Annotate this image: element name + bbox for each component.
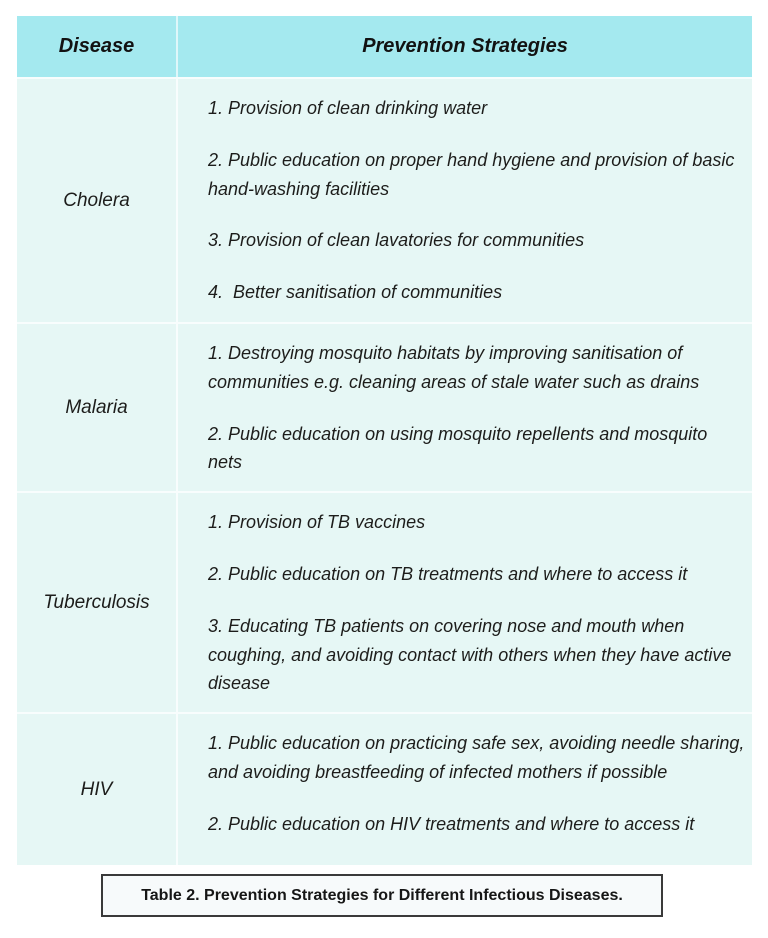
table-body: [17, 77, 752, 865]
strategy-item: 3. Provision of clean lavatories for communities: [208, 230, 585, 251]
column-header-disease: Disease: [17, 16, 178, 77]
disease-name: Malaria: [17, 324, 178, 491]
disease-name: Cholera: [17, 79, 178, 322]
disease-table: [17, 16, 752, 865]
strategy-item: 2. Public education on proper hand hygiene and provision of basic hand-washing facilities: [208, 149, 740, 199]
strategies-cell: [178, 324, 752, 491]
strategy-item: 2. Public education on HIV treatments and where to access it: [208, 813, 695, 834]
table-row: [17, 77, 752, 322]
strategy-item: 2. Public education on using mosquito repellents and mosquito nets: [208, 423, 713, 473]
column-header-prevention-strategies: Prevention Strategies: [362, 35, 568, 57]
strategy-item: 1. Destroying mosquito habitats by improving sanitisation of communities e.g. cleaning areas of stale water such as drains: [208, 343, 700, 392]
strategy-item: 4. Better sanitisation of communities: [208, 282, 503, 303]
table-row: [17, 712, 752, 865]
table-row: [17, 491, 752, 712]
strategies-cell: [178, 79, 752, 322]
strategy-item: 1. Provision of clean drinking water: [208, 98, 488, 118]
strategies-cell: [178, 493, 752, 712]
strategy-item: 3. Educating TB patients on covering nose and mouth when coughing, and avoiding contact with others when they have active disease: [208, 615, 737, 694]
disease-name: Tuberculosis: [17, 493, 178, 712]
table-caption: Table 2. Prevention Strategies for Different Infectious Diseases.: [141, 886, 623, 904]
strategies-cell: [178, 714, 752, 865]
disease-name: HIV: [17, 714, 178, 865]
strategy-item: 1. Provision of TB vaccines: [208, 512, 426, 533]
table-row: [17, 322, 752, 491]
table-caption-box: [101, 874, 663, 917]
table-header-row: [17, 16, 752, 77]
strategy-item: 2. Public education on TB treatments and where to access it: [208, 563, 688, 584]
strategy-item: 1. Public education on practicing safe sex, avoiding needle sharing, and avoiding breastfeeding of infected mothers if possible: [208, 733, 750, 782]
